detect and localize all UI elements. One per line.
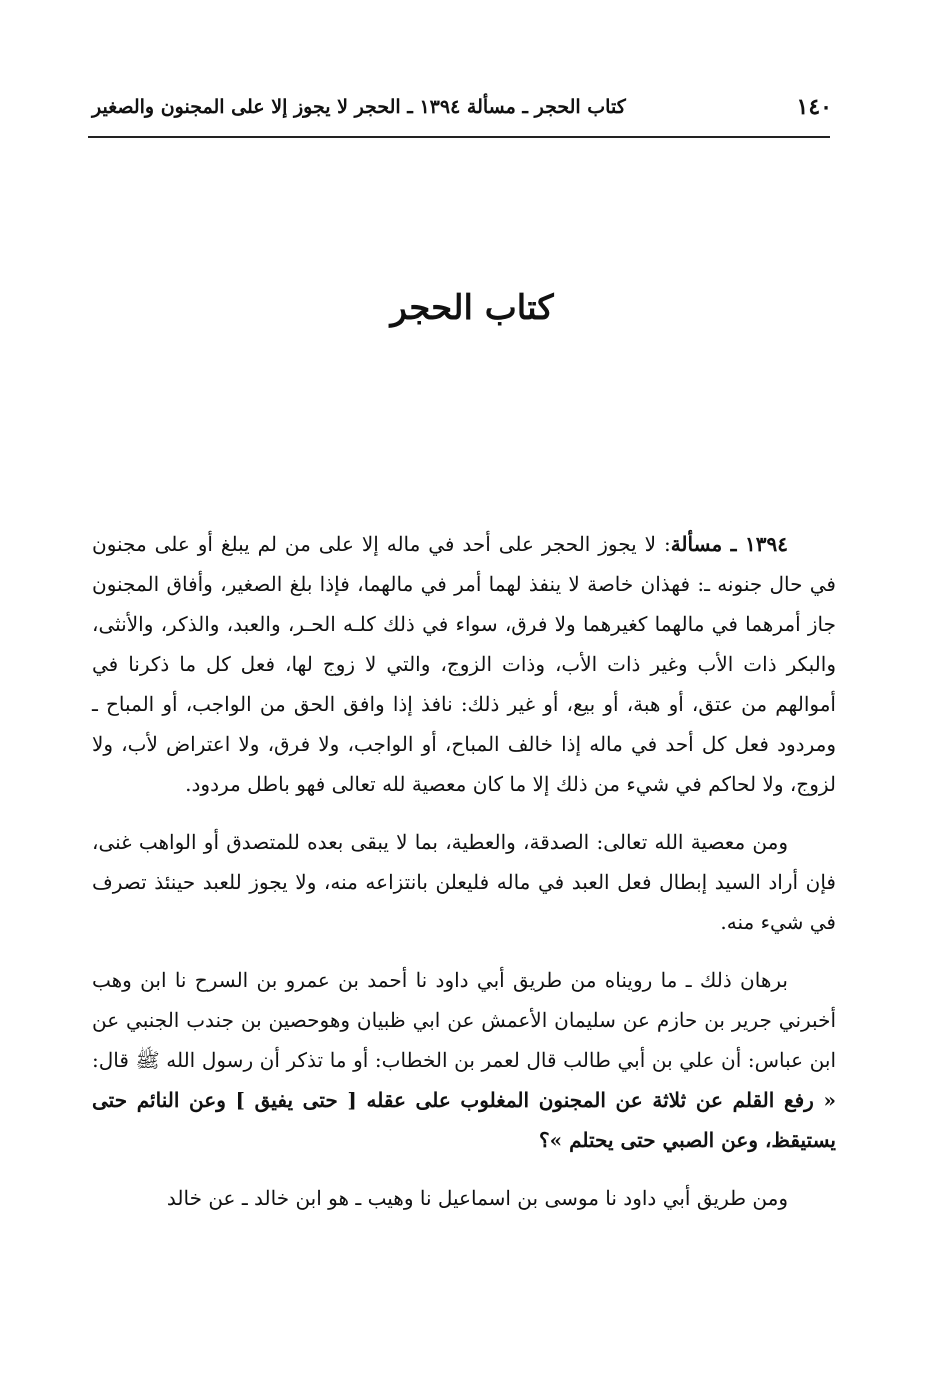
issue-number-label: ١٣٩٤ ـ مسألة <box>670 532 788 556</box>
issue-text: : لا يجوز الحجر على أحد في ماله إلا على من لم يبلغ أو على مجنون في حال جنونه ـ: فهذان خاصة لا ينفذ لهما أمر في مالهما، فإذا بلغ الصغير، وأفاق المجنون جاز أمرهما في مالهما كغيرهما ولا فرق، سواء في ذلك كلـه الحـر، والعبد، والذكر، والأنثى، والبكر ذات الأب وغير ذات الأب، وذات الزوج، والتي لا زوج لها، فعل كل ما ذكرنا في أموالهم من عتق، أو هبة، أو بيع، أو غير ذلك: نافذ إذا وافق الحق من الواجب، أو المباح ـ ومردود فعل كل أحد في ماله إذا خالف المباح، أو الواجب، ولا فرق، ولا اعتراض لأب، ولا لزوج، ولا لحاكم في شيء من ذلك إلا ما كان معصية لله تعالى فهو باطل مردود. <box>92 532 836 796</box>
chapter-title: كتاب الحجر <box>390 288 554 328</box>
paragraph-chain: ومن طريق أبي داود نا موسى بن اسماعيل نا وهيب ـ هو ابن خالد ـ عن خالد <box>166 1186 788 1210</box>
running-header <box>92 86 832 130</box>
running-header-title: كتاب الحجر ـ مسألة ١٣٩٤ ـ الحجر لا يجوز إلا على المجنون والصغير <box>92 96 626 118</box>
page-number: ١٤٠ <box>796 94 832 120</box>
issue-paragraph <box>92 524 836 804</box>
paragraph-proof <box>92 960 836 1160</box>
header-divider <box>88 136 830 138</box>
hadith-quote: « رفع القلم عن ثلاثة عن المجنون المغلوب على عقله [ حتى يفيق ] وعن النائم حتى يستيقظ، وعن الصبي حتى يحتلم »؟ <box>92 1088 836 1152</box>
proof-intro: برهان ذلك ـ ما رويناه من طريق أبي داود نا أحمد بن عمرو بن السرح نا ابن وهب أخبرني جرير بن حازم عن سليمان الأعمش عن ابي ظبيان وهوحصين بن جندب الجنبي عن ابن عباس: أن علي بن أبي طالب قال لعمر بن الخطاب: أو ما تذكر أن رسول الله ﷺ قال: <box>92 968 836 1072</box>
paragraph-disobedience: ومن معصية الله تعالى: الصدقة، والعطية، بما لا يبقى بعده للمتصدق أو الواهب غنى، فإن أراد السيد إبطال فعل العبد في ماله فليعلن بانتزاعه منه، ولا يجوز للعبد حينئذ تصرف في شيء منه. <box>92 830 836 934</box>
body-text <box>92 524 836 1218</box>
